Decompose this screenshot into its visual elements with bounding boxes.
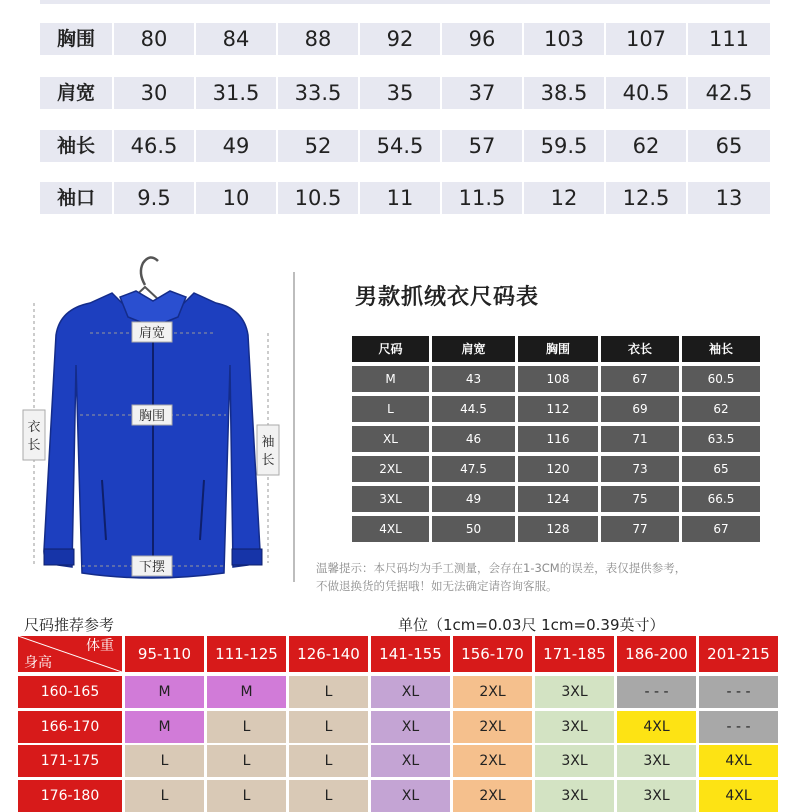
measurement-row <box>40 182 770 214</box>
size-cell: L <box>207 745 286 777</box>
recommend-row <box>18 745 781 777</box>
recommend-unit: 单位（1cm=0.03尺 1cm=0.39英寸） <box>398 616 665 634</box>
height-cell: 171-175 <box>18 745 122 777</box>
weight-header-cell: 156-170 <box>453 636 532 672</box>
size-cell: 3XL <box>535 780 614 812</box>
men-table-cell: 128 <box>518 516 598 542</box>
men-table-row <box>352 516 760 542</box>
size-cell: - - - <box>699 711 778 743</box>
measurement-cell: 31.5 <box>196 77 276 109</box>
men-table-row <box>352 426 760 452</box>
men-table-header <box>352 336 760 362</box>
sleeve-label: 袖 <box>261 435 275 450</box>
men-table-header-cell: 尺码 <box>352 336 429 362</box>
size-cell: 2XL <box>453 780 532 812</box>
size-cell: L <box>289 676 368 708</box>
men-size-table <box>352 336 760 546</box>
men-table-cell: 43 <box>432 366 515 392</box>
measurement-cell: 52 <box>278 130 358 162</box>
measurement-cell: 96 <box>442 23 522 55</box>
men-table-cell: 112 <box>518 396 598 422</box>
size-cell: L <box>289 745 368 777</box>
weight-header-cell: 186-200 <box>617 636 696 672</box>
recommend-header-row <box>18 636 781 672</box>
men-table-cell: 73 <box>601 456 679 482</box>
measurement-cell: 35 <box>360 77 440 109</box>
men-table-row <box>352 456 760 482</box>
men-table-cell: 47.5 <box>432 456 515 482</box>
size-cell: 3XL <box>535 745 614 777</box>
measurement-row <box>40 130 770 162</box>
men-table-cell: 2XL <box>352 456 429 482</box>
size-cell: XL <box>371 711 450 743</box>
measurement-cell: 12.5 <box>606 182 686 214</box>
size-cell: XL <box>371 676 450 708</box>
men-table-row <box>352 366 760 392</box>
measurement-row-label: 肩宽 <box>40 77 112 109</box>
size-cell: XL <box>371 780 450 812</box>
size-cell: 3XL <box>617 780 696 812</box>
measurement-cell: 33.5 <box>278 77 358 109</box>
size-cell: L <box>125 745 204 777</box>
men-table-cell: XL <box>352 426 429 452</box>
men-table-cell: 4XL <box>352 516 429 542</box>
measurement-cell: 46.5 <box>114 130 194 162</box>
size-cell: L <box>207 780 286 812</box>
men-table-cell: 66.5 <box>682 486 760 512</box>
measurement-cell: 10.5 <box>278 182 358 214</box>
size-cell: 2XL <box>453 676 532 708</box>
size-cell: - - - <box>617 676 696 708</box>
size-cell: 2XL <box>453 711 532 743</box>
measurement-cell: 13 <box>688 182 770 214</box>
size-cell: M <box>125 711 204 743</box>
men-table-header-cell: 袖长 <box>682 336 760 362</box>
men-table-cell: 67 <box>682 516 760 542</box>
men-table-cell: 124 <box>518 486 598 512</box>
men-table-row <box>352 396 760 422</box>
measurement-cell: 38.5 <box>524 77 604 109</box>
men-chart-title: 男款抓绒衣尺码表 <box>355 285 540 310</box>
sleeve-label: 长 <box>261 453 275 468</box>
men-table-cell: 60.5 <box>682 366 760 392</box>
length-label: 衣 <box>27 420 41 435</box>
size-cell: L <box>289 711 368 743</box>
men-table-header-cell: 胸围 <box>518 336 598 362</box>
men-table-header-cell: 衣长 <box>601 336 679 362</box>
recommend-row <box>18 711 781 743</box>
size-cell: M <box>207 676 286 708</box>
measurement-cell: 65 <box>688 130 770 162</box>
chest-label: 胸围 <box>138 409 166 424</box>
size-cell: 3XL <box>535 676 614 708</box>
men-table-cell: 120 <box>518 456 598 482</box>
size-cell: XL <box>371 745 450 777</box>
size-cell: L <box>125 780 204 812</box>
height-cell: 166-170 <box>18 711 122 743</box>
weight-header-cell: 171-185 <box>535 636 614 672</box>
men-table-row <box>352 486 760 512</box>
men-table-cell: 50 <box>432 516 515 542</box>
measurement-cell: 12 <box>524 182 604 214</box>
size-cell: - - - <box>699 676 778 708</box>
hanger-icon <box>141 257 158 285</box>
size-cell: 4XL <box>617 711 696 743</box>
men-table-cell: 63.5 <box>682 426 760 452</box>
size-cell: 3XL <box>617 745 696 777</box>
measurement-cell: 40.5 <box>606 77 686 109</box>
measurement-cell: 84 <box>196 23 276 55</box>
measurement-cell: 111 <box>688 23 770 55</box>
weight-header-cell: 95-110 <box>125 636 204 672</box>
measurement-cell: 11 <box>360 182 440 214</box>
size-cell: 2XL <box>453 745 532 777</box>
height-cell: 176-180 <box>18 780 122 812</box>
measurement-cell: 10 <box>196 182 276 214</box>
size-cell: M <box>125 676 204 708</box>
note-line-1: 温馨提示：本尺码均为手工测量，会存在1-3CM的误差，表仅提供参考， <box>316 561 687 575</box>
corner-weight-label: 体重 <box>86 638 114 654</box>
jacket-illustration <box>20 245 285 580</box>
weight-header-cell: 111-125 <box>207 636 286 672</box>
measurement-cell: 30 <box>114 77 194 109</box>
corner-cell <box>18 636 122 672</box>
note-line-2: 不做退换货的凭据哦！如无法确定请咨询客服。 <box>316 579 558 593</box>
measurement-row-label: 袖长 <box>40 130 112 162</box>
measurement-row <box>40 23 770 55</box>
measurement-row <box>40 77 770 109</box>
men-table-header-cell: 肩宽 <box>432 336 515 362</box>
men-table-cell: 62 <box>682 396 760 422</box>
weight-header-cell: 126-140 <box>289 636 368 672</box>
men-table-cell: M <box>352 366 429 392</box>
size-cell: 4XL <box>699 745 778 777</box>
section-divider <box>293 272 295 582</box>
men-table-cell: 116 <box>518 426 598 452</box>
recommend-row <box>18 780 781 812</box>
measurement-cell: 107 <box>606 23 686 55</box>
measurement-cell: 49 <box>196 130 276 162</box>
measurement-row-label: 袖口 <box>40 182 112 214</box>
measurement-cell: 80 <box>114 23 194 55</box>
measurement-cell: 59.5 <box>524 130 604 162</box>
men-table-cell: 3XL <box>352 486 429 512</box>
men-chart-note <box>316 559 786 595</box>
size-cell: 4XL <box>699 780 778 812</box>
measurement-cell: 57 <box>442 130 522 162</box>
measurement-row-label: 胸围 <box>40 23 112 55</box>
top-table-edge <box>40 0 770 4</box>
men-table-cell: 67 <box>601 366 679 392</box>
men-table-cell: 71 <box>601 426 679 452</box>
men-table-cell: 65 <box>682 456 760 482</box>
shoulder-label: 肩宽 <box>138 326 166 341</box>
recommend-title: 尺码推荐参考 <box>24 616 115 634</box>
men-table-cell: 49 <box>432 486 515 512</box>
men-table-cell: 77 <box>601 516 679 542</box>
measurement-cell: 9.5 <box>114 182 194 214</box>
height-cell: 160-165 <box>18 676 122 708</box>
men-table-cell: 69 <box>601 396 679 422</box>
weight-header-cell: 201-215 <box>699 636 778 672</box>
men-table-cell: 44.5 <box>432 396 515 422</box>
measurement-cell: 54.5 <box>360 130 440 162</box>
corner-height-label: 身高 <box>24 655 52 671</box>
measurement-cell: 62 <box>606 130 686 162</box>
length-label: 长 <box>27 438 41 453</box>
measurement-cell: 92 <box>360 23 440 55</box>
men-table-cell: 75 <box>601 486 679 512</box>
measurement-cell: 88 <box>278 23 358 55</box>
size-cell: 3XL <box>535 711 614 743</box>
men-table-cell: 46 <box>432 426 515 452</box>
weight-header-cell: 141-155 <box>371 636 450 672</box>
men-table-cell: 108 <box>518 366 598 392</box>
measurement-cell: 103 <box>524 23 604 55</box>
recommend-row <box>18 676 781 708</box>
measurement-cell: 37 <box>442 77 522 109</box>
measurement-cell: 11.5 <box>442 182 522 214</box>
size-cell: L <box>207 711 286 743</box>
hem-label: 下摆 <box>138 560 166 575</box>
measurement-cell: 42.5 <box>688 77 770 109</box>
men-table-cell: L <box>352 396 429 422</box>
size-cell: L <box>289 780 368 812</box>
